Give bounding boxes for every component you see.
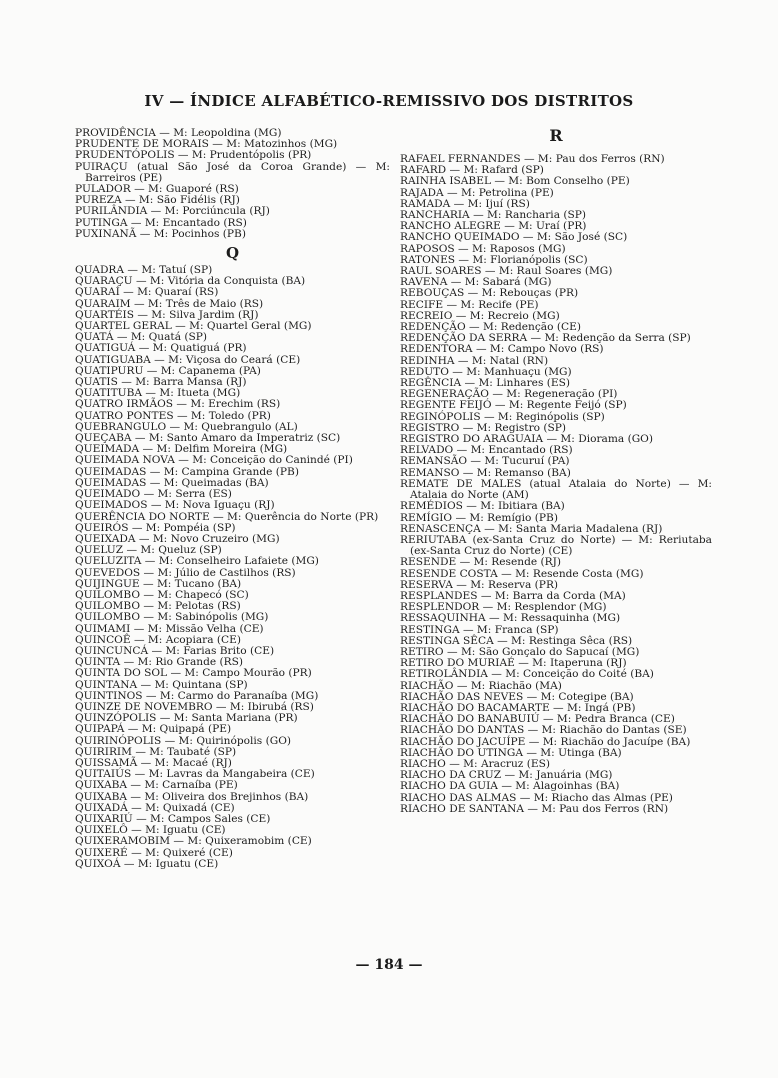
index-entry: REMÍGIO — M: Remígio (PB) [400, 511, 558, 524]
index-entry: QUIXARIÚ — M: Campos Sales (CE) [75, 812, 271, 825]
index-entry: QUINTINOS — M: Carmo do Paranaíba (MG) [75, 689, 319, 702]
index-entry: QUEIMADOS — M: Nova Iguaçu (RJ) [75, 499, 275, 512]
index-entry: QUIXADÁ — M: Quixadá (CE) [75, 801, 235, 814]
index-entry: QUINTA — M: Rio Grande (RS) [75, 656, 244, 669]
index-entry: RATONES — M: Florianópolis (SC) [400, 253, 588, 266]
index-entry: QUIXABA — M: Carnaíba (PE) [75, 779, 238, 792]
index-entry: QUEIMADAS — M: Queimadas (BA) [75, 476, 269, 489]
index-entry: REMANSÃO — M: Tucuruí (PA) [400, 455, 570, 468]
index-entry: RIACHO DA GUIA — M: Alagoinhas (BA) [400, 780, 620, 793]
index-entry: PULADOR — M: Guaporé (RS) [75, 183, 239, 196]
index-entry: QUEIMADO — M: Serra (ES) [75, 488, 232, 501]
index-entry: RIACHÃO — M: Riachão (MA) [400, 679, 562, 692]
index-entry: RELVADO — M: Encantado (RS) [400, 444, 573, 457]
index-entry: RAINHA ISABEL — M: Bom Conselho (PE) [400, 175, 630, 188]
index-entry: PUREZA — M: São Fidélis (RJ) [75, 194, 240, 207]
index-entry: RAVENA — M: Sabará (MG) [400, 276, 552, 289]
index-entry: RAJADA — M: Petrolina (PE) [400, 186, 554, 199]
index-entry: QUINZÓPOLIS — M: Santa Mariana (PR) [75, 712, 298, 725]
page-number: — 184 — [355, 957, 423, 973]
index-entry: QUINZE DE NOVEMBRO — M: Ibirubá (RS) [75, 700, 314, 713]
index-entry: QUILOMBO — M: Sabinópolis (MG) [75, 611, 269, 624]
index-entry: RETIROLÂNDIA — M: Conceição do Coité (BA) [400, 668, 654, 681]
index-entry: QUARAÇU — M: Vitória da Conquista (BA) [75, 275, 306, 288]
index-entry: QUEÇABA — M: Santo Amaro da Imperatriz (SC) [75, 432, 341, 445]
index-entry: QUISSAMÃ — M: Macaé (RJ) [75, 756, 232, 769]
section-letter-r: R [549, 126, 563, 145]
index-entry: QUEIXADA — M: Novo Cruzeiro (MG) [75, 532, 280, 545]
index-entry: RIACHO DAS ALMAS — M: Riacho das Almas (PE) [400, 791, 673, 804]
index-entry: QUATITUBA — M: Itueta (MG) [75, 387, 241, 400]
index-entry: RAMADA — M: Ijuí (RS) [400, 197, 530, 210]
index-entry: QUILOMBO — M: Pelotas (RS) [75, 600, 241, 613]
index-entry: RERIUTABA (ex-Santa Cruz do Norte) — M: Reriutaba (ex-Santa Cruz do Norte) (CE) [400, 533, 712, 558]
index-entry: REDENÇÃO DA SERRA — M: Redenção da Serra (SP) [400, 332, 691, 345]
index-entry: RETIRO — M: São Gonçalo do Sapucaí (MG) [400, 645, 640, 658]
index-entry: QUITAIÚS — M: Lavras da Mangabeira (CE) [75, 768, 315, 781]
index-entry: QUARTEL GERAL — M: Quartel Geral (MG) [75, 320, 312, 333]
index-entry: RESSAQUINHA — M: Ressaquinha (MG) [400, 612, 621, 625]
index-entry: REDENÇÃO — M: Redenção (CE) [400, 321, 581, 334]
index-entry: RESTINGA — M: Franca (SP) [400, 623, 559, 636]
index-entry: QUIJINGUE — M: Tucano (BA) [75, 577, 242, 590]
index-entry: RANCHO QUEIMADO — M: São José (SC) [400, 231, 628, 244]
index-entry: QUIRINÓPOLIS — M: Quirinópolis (GO) [75, 734, 292, 747]
index-entry: QUINTA DO SOL — M: Campo Mourão (PR) [75, 667, 312, 680]
entries-r-section [400, 154, 712, 815]
index-entry: RESENDE — M: Resende (RJ) [400, 556, 561, 569]
index-entry: QUIRIRIM — M: Taubaté (SP) [75, 745, 237, 758]
index-entry: QUIMAMI — M: Missão Velha (CE) [75, 622, 264, 635]
left-column [75, 128, 390, 870]
index-entry: RAFAEL FERNANDES — M: Pau dos Ferros (RN) [400, 153, 665, 165]
index-entry: RANCHARIA — M: Rancharia (SP) [400, 209, 587, 222]
index-entry: QUATIGUÁ — M: Quatiguá (PR) [75, 342, 247, 355]
index-entry: QUEIMADA — M: Delfim Moreira (MG) [75, 443, 288, 456]
index-entry: QUEVEDOS — M: Júlio de Castilhos (RS) [75, 566, 296, 579]
index-entry: QUIPAPÁ — M: Quipapá (PE) [75, 723, 232, 736]
index-entry: QUATIGUABA — M: Viçosa do Ceará (CE) [75, 353, 301, 366]
index-entry: PRUDENTE DE MORAIS — M: Matozinhos (MG) [75, 138, 338, 151]
index-entry: QUEIMADA NOVA — M: Conceição do Canindé (PI) [75, 454, 353, 467]
index-entry: RIACHÃO DO DANTAS — M: Riachão do Dantas (SE) [400, 724, 687, 737]
index-entry: RANCHO ALEGRE — M: Uraí (PR) [400, 220, 587, 233]
index-entry: REMÉDIOS — M: Ibitiara (BA) [400, 500, 565, 513]
index-entry: QUILOMBO — M: Chapecó (SC) [75, 588, 249, 601]
index-entry: RIACHÃO DO BACAMARTE — M: Ingá (PB) [400, 701, 636, 714]
index-entry: PRUDENTÓPOLIS — M: Prudentópolis (PR) [75, 149, 312, 162]
index-entry: REMANSO — M: Remanso (BA) [400, 466, 571, 479]
right-column [400, 128, 712, 815]
index-entry: RIACHO DA CRUZ — M: Januária (MG) [400, 769, 613, 782]
index-entry: REMATE DE MALES (atual Atalaia do Norte) — M: Atalaia do Norte (AM) [400, 477, 712, 502]
index-entry: QUEIMADAS — M: Campina Grande (PB) [75, 465, 299, 478]
index-entry: RAPOSOS — M: Raposos (MG) [400, 242, 566, 255]
index-entry: REGENTE FEIJÓ — M: Regente Feijó (SP) [400, 399, 627, 412]
index-entry: QUATÁ — M: Quatá (SP) [75, 331, 208, 344]
index-entry: RECREIO — M: Recreio (MG) [400, 309, 560, 322]
index-entry: QUELUZITA — M: Conselheiro Lafaiete (MG) [75, 555, 319, 568]
index-entry: QUELUZ — M: Queluz (SP) [75, 544, 222, 557]
index-entry: QUARTÉIS — M: Silva Jardim (RJ) [75, 308, 259, 321]
index-entry: PROVIDÊNCIA — M: Leopoldina (MG) [75, 127, 282, 139]
index-entry: QUIXELÔ — M: Iguatu (CE) [75, 824, 226, 837]
index-entry: QUATRO PONTES — M: Toledo (PR) [75, 409, 271, 422]
index-entry: RAUL SOARES — M: Raul Soares (MG) [400, 265, 613, 278]
index-entry: REGISTRO DO ARAGUAIA — M: Diorama (GO) [400, 433, 653, 446]
index-entry: RIACHO DE SANTANA — M: Pau dos Ferros (RN) [400, 802, 669, 815]
index-entry: QUIXABA — M: Oliveira dos Brejinhos (BA) [75, 790, 309, 803]
index-entry: RECIFE — M: Recife (PE) [400, 298, 539, 311]
index-entry: RENASCENÇA — M: Santa Maria Madalena (RJ) [400, 522, 663, 535]
index-entry: RIACHÃO DO JACUÍPE — M: Riachão do Jacuípe (BA) [400, 735, 691, 748]
index-entry: QUATIS — M: Barra Mansa (RJ) [75, 376, 247, 389]
index-entry: PUXINANÃ — M: Pocinhos (PB) [75, 227, 246, 240]
index-entry: RIACHÃO DAS NEVES — M: Cotegipe (BA) [400, 690, 634, 703]
index-entry: RIACHÃO DO UTINGA — M: Utinga (BA) [400, 746, 622, 759]
entries-p-section [75, 128, 390, 240]
index-entry: PUIRAÇU (atual São José da Coroa Grande) — M: Barreiros (PE) [75, 160, 390, 184]
index-entry: QUARAIM — M: Três de Maio (RS) [75, 297, 264, 310]
index-entry: RAFARD — M: Rafard (SP) [400, 164, 544, 177]
index-entry: QUADRA — M: Tatuí (SP) [75, 264, 213, 277]
index-entry: QUINCUNCÁ — M: Farias Brito (CE) [75, 644, 275, 657]
page-title: IV — ÍNDICE ALFABÉTICO-REMISSIVO DOS DISTRITOS [144, 92, 634, 110]
index-entry: QUINTANA — M: Quintana (SP) [75, 678, 248, 691]
index-entry: REDUTO — M: Manhuaçu (MG) [400, 365, 572, 378]
index-entry: RIACHÃO DO BANABUIÚ — M: Pedra Branca (CE) [400, 713, 675, 726]
index-entry: PURILÂNDIA — M: Porciúncula (RJ) [75, 205, 270, 218]
index-entry: QUERÊNCIA DO NORTE — M: Querência do Norte (PR) [75, 510, 379, 523]
index-entry: QUIXERÉ — M: Quixeré (CE) [75, 846, 233, 859]
index-entry: REDENTORA — M: Campo Novo (RS) [400, 343, 604, 356]
index-entry: REGENERAÇÃO — M: Regeneração (PI) [400, 388, 618, 401]
index-entry: REGISTRO — M: Registro (SP) [400, 421, 567, 434]
index-entry: QUIXERAMOBIM — M: Quixeramobim (CE) [75, 835, 312, 848]
index-entry: QUINCOÊ — M: Acopiara (CE) [75, 633, 242, 646]
index-entry: QUATRO IRMÃOS — M: Erechim (RS) [75, 398, 281, 411]
index-entry: RETIRO DO MURIAÉ — M: Itaperuna (RJ) [400, 657, 627, 670]
index-entry: REGINÓPOLIS — M: Reginópolis (SP) [400, 410, 605, 423]
index-entry: RESENDE COSTA — M: Resende Costa (MG) [400, 567, 644, 580]
index-entry: RIACHO — M: Aracruz (ES) [400, 757, 551, 770]
index-entry: QUIXOÁ — M: Iguatu (CE) [75, 857, 219, 870]
index-entry: RESPLANDES — M: Barra da Corda (MA) [400, 589, 626, 602]
index-entry: RESPLENDOR — M: Resplendor (MG) [400, 601, 607, 614]
index-entry: RESTINGA SÊCA — M: Restinga Sêca (RS) [400, 634, 633, 647]
index-entry: QUEIRÓS — M: Pompéia (SP) [75, 521, 236, 534]
index-entry: QUEBRANGULO — M: Quebrangulo (AL) [75, 420, 298, 433]
index-entry: REDINHA — M: Natal (RN) [400, 354, 549, 367]
index-entry: REBOUÇAS — M: Rebouças (PR) [400, 287, 579, 300]
index-entry: QUATIPURU — M: Capanema (PA) [75, 364, 261, 377]
index-entry: QUARAÍ — M: Quaraí (RS) [75, 286, 219, 299]
index-entry: REGÊNCIA — M: Linhares (ES) [400, 377, 571, 390]
index-entry: PUTINGA — M: Encantado (RS) [75, 216, 247, 229]
section-letter-q: Q [225, 244, 240, 263]
index-entry: RESERVA — M: Reserva (PR) [400, 578, 559, 591]
entries-q-section [75, 265, 390, 870]
